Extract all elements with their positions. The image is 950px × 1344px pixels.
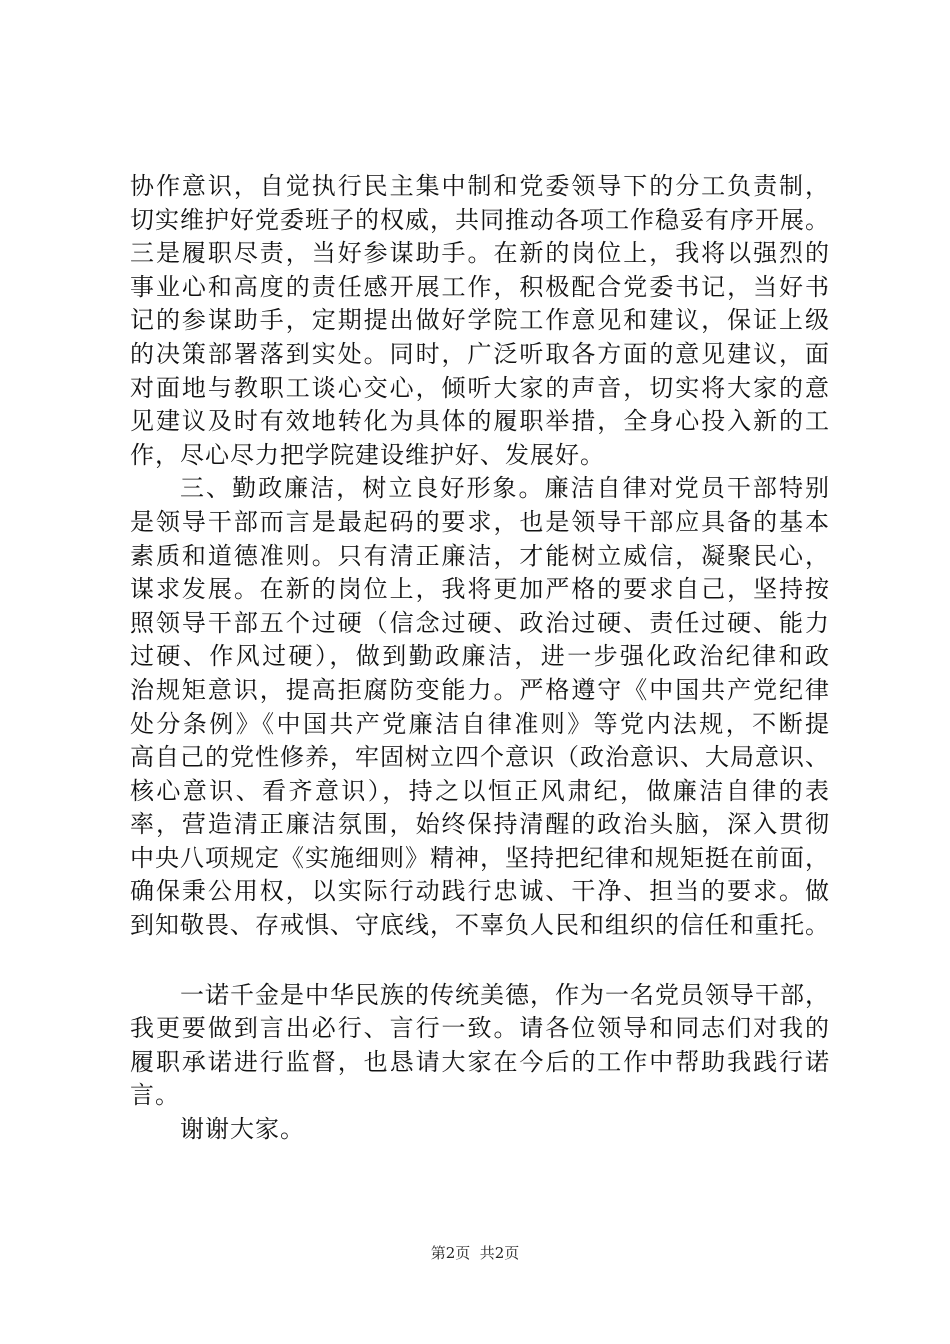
paragraph-gap	[130, 943, 830, 979]
text-line: 谋求发展。在新的岗位上，我将更加严格的要求自己，坚持按	[130, 575, 830, 604]
page-number-label: 第2页 共2页	[430, 1244, 520, 1262]
text-line: 记的参谋助手，定期提出做好学院工作意见和建议，保证上级	[130, 306, 830, 335]
page-footer	[0, 1243, 950, 1263]
text-line: 过硬、作风过硬），做到勤政廉洁，进一步强化政治纪律和政	[130, 642, 830, 671]
text-line: 三是履职尽责，当好参谋助手。在新的岗位上，我将以强烈的	[130, 239, 830, 268]
text-line: 协作意识，自觉执行民主集中制和党委领导下的分工负责制，	[130, 172, 830, 200]
text-line: 核心意识、看齐意识），持之以恒正风肃纪，做廉洁自律的表	[130, 776, 830, 805]
text-line: 率，营造清正廉洁氛围，始终保持清醒的政治头脑，深入贯彻	[130, 810, 830, 839]
text-line: 处分条例》《中国共产党廉洁自律准则》等党内法规，不断提	[130, 709, 830, 738]
text-line: 治规矩意识，提高拒腐防变能力。严格遵守《中国共产党纪律	[130, 675, 830, 704]
text-line: 照领导干部五个过硬（信念过硬、政治过硬、责任过硬、能力	[130, 608, 830, 637]
text-line: 高自己的党性修养，牢固树立四个意识（政治意识、大局意识、	[130, 743, 830, 772]
text-line: 是领导干部而言是最起码的要求，也是领导干部应具备的基本	[130, 507, 830, 536]
text-line: 中央八项规定《实施细则》精神，坚持把纪律和规矩挺在前面，	[130, 843, 830, 872]
text-line: 的决策部署落到实处。同时，广泛听取各方面的意见建议，面	[130, 339, 830, 368]
closing-line: 谢谢大家。	[180, 1115, 305, 1144]
document-body	[130, 170, 830, 1147]
text-line: 素质和道德准则。只有清正廉洁，才能树立威信，凝聚民心，	[130, 541, 830, 570]
text-line: 言。	[130, 1081, 180, 1110]
text-line: 我更要做到言出必行、言行一致。请各位领导和同志们对我的	[130, 1014, 830, 1043]
text-line: 事业心和高度的责任感开展工作，积极配合党委书记，当好书	[130, 272, 830, 301]
text-line: 履职承诺进行监督，也恳请大家在今后的工作中帮助我践行诺	[130, 1047, 830, 1076]
text-line: 一诺千金是中华民族的传统美德，作为一名党员领导干部，	[180, 980, 830, 1009]
section-heading-line: 三、勤政廉洁，树立良好形象。廉洁自律对党员干部特别	[180, 474, 830, 503]
text-line: 见建议及时有效地转化为具体的履职举措，全身心投入新的工	[130, 407, 830, 436]
text-line: 到知敬畏、存戒惧、守底线，不辜负人民和组织的信任和重托。	[130, 911, 830, 940]
text-line: 切实维护好党委班子的权威，共同推动各项工作稳妥有序开展。	[130, 205, 830, 234]
text-line: 确保秉公用权，以实际行动践行忠诚、干净、担当的要求。做	[130, 877, 830, 906]
text-line: 对面地与教职工谈心交心，倾听大家的声音，切实将大家的意	[130, 373, 830, 402]
text-line: 作，尽心尽力把学院建设维护好、发展好。	[130, 440, 605, 469]
